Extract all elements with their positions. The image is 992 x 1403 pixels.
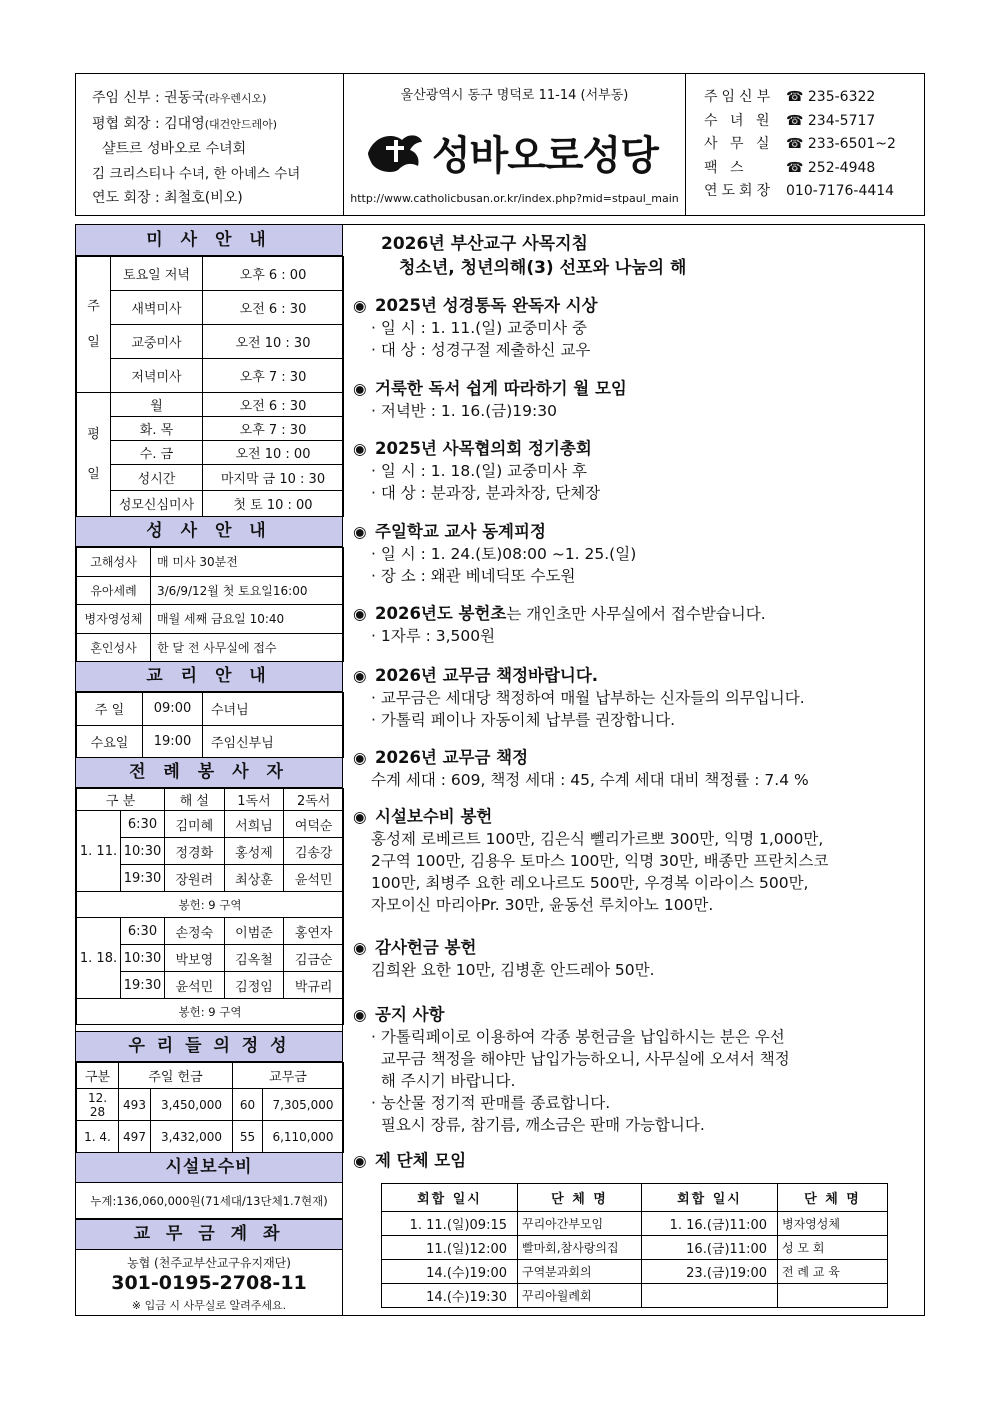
servers-name: 김미혜 xyxy=(165,811,225,838)
contact-row xyxy=(704,180,924,204)
notice-item xyxy=(353,295,598,361)
servers-header: 1독서 xyxy=(224,789,284,811)
contact-value: ☎ 233-6501~2 xyxy=(786,136,896,152)
notice-line: · 가톨릭페이로 이용하여 각종 봉헌금을 납입하시는 분은 우선 xyxy=(371,1028,785,1046)
facility-title: 시설보수비 xyxy=(76,1152,342,1183)
sacrament-row xyxy=(77,548,344,577)
offerings-row xyxy=(77,1089,344,1121)
parish-address: 울산광역시 동구 명덕로 11-14 (서부동) xyxy=(400,88,629,103)
servers-time: 19:30 xyxy=(121,865,165,892)
mass-time: 오후 7 : 30 xyxy=(203,417,344,441)
notice-line: · 가톨릭 페이나 자동이체 납부를 권장합니다. xyxy=(371,711,676,729)
meetings-header: 회합 일시 xyxy=(642,1184,778,1212)
bullet-icon: ◉ xyxy=(353,749,367,767)
facility-total: 누계:136,060,000원(71세대/13단체1.7현재) xyxy=(76,1183,342,1219)
mass-name: 수. 금 xyxy=(111,441,203,465)
bullet-icon: ◉ xyxy=(353,440,367,458)
mass-row xyxy=(77,393,344,417)
contact-value: ☎ 235-6322 xyxy=(786,89,876,105)
notice-title: 공지 사항 xyxy=(375,1005,445,1024)
sacrament-value: 매 미사 30분전 xyxy=(151,548,344,577)
meeting-datetime: 1. 11.(일)09:15 xyxy=(382,1212,518,1236)
contact-row xyxy=(704,157,924,181)
mass-row xyxy=(77,325,344,359)
catechism-row xyxy=(77,725,344,758)
meeting-group: 구역분과회의 xyxy=(518,1260,642,1284)
mass-time: 오전 6 : 30 xyxy=(203,291,344,325)
parish-name: 성바오로성당 xyxy=(432,133,658,179)
notice-line: 2구역 100만, 김용우 토마스 100만, 익명 30만, 배종만 프란치스코 xyxy=(371,852,829,870)
notice-line: · 일 시 : 1. 11.(일) 교중미사 중 xyxy=(371,319,587,337)
notice-item xyxy=(353,1004,790,1136)
mass-row xyxy=(77,257,344,291)
left-column xyxy=(75,224,343,1316)
meeting-group: 빨마회,참사랑의집 xyxy=(518,1236,642,1260)
sisters-line: 샬트르 성바오로 수녀회 xyxy=(102,141,247,157)
meeting-group: 전 례 교 육 xyxy=(778,1260,888,1284)
meetings-row xyxy=(382,1212,888,1236)
dove-cross-icon xyxy=(364,128,426,178)
notice-line: · 대 상 : 성경구절 제출하신 교우 xyxy=(371,341,591,359)
pastoral-subtitle: 청소년, 청년의해(3) 선포와 나눔의 해 xyxy=(399,258,687,278)
notice-line: · 대 상 : 분과장, 분과차장, 단체장 xyxy=(371,484,601,502)
sisters-names: 김 크리스티나 수녀, 한 아녜스 수녀 xyxy=(92,165,301,182)
servers-name: 여덕순 xyxy=(284,811,344,838)
contact-value: ☎ 234-5717 xyxy=(786,112,876,129)
catechism-teacher: 수녀님 xyxy=(203,693,344,726)
offerings-header: 교무금 xyxy=(233,1063,344,1089)
account-bank: 농협 (천주교부산교구유지재단) xyxy=(127,1256,291,1270)
meetings-header: 단 체 명 xyxy=(518,1184,642,1212)
sacrament-name: 유아세례 xyxy=(77,576,151,605)
notice-line: 김희완 요한 10만, 김병훈 안드레아 50만. xyxy=(371,961,655,979)
meeting-datetime: 23.(금)19:00 xyxy=(642,1260,778,1284)
bullet-icon: ◉ xyxy=(353,523,367,541)
notice-line: 해 주시기 바랍니다. xyxy=(371,1072,516,1090)
notice-line: · 장 소 : 왜관 베네딕또 수도원 xyxy=(371,567,576,585)
servers-name: 박보영 xyxy=(165,945,225,972)
contact-label: 연도회장 xyxy=(704,183,775,199)
meetings-header: 회합 일시 xyxy=(382,1184,518,1212)
servers-time: 10:30 xyxy=(121,838,165,865)
offerings-title: 우 리 들 의 정 성 xyxy=(76,1031,342,1062)
contact-label: 팩 스 xyxy=(704,159,748,176)
memorial-president-line: 연도 회장 : 최철호(비오) xyxy=(92,190,243,206)
bullet-icon: ◉ xyxy=(353,939,367,957)
servers-name: 윤석민 xyxy=(284,865,344,892)
sacrament-name: 혼인성사 xyxy=(77,633,151,662)
offerings-date: 12. 28 xyxy=(77,1089,119,1121)
mass-row xyxy=(77,359,344,393)
notice-line: 교무금 책정을 해야만 납입가능하오니, 사무실에 오셔서 책정 xyxy=(371,1050,790,1068)
catechism-teacher: 주임신부님 xyxy=(203,725,344,758)
weekday-label: 평 일 xyxy=(77,393,111,517)
servers-name: 최상훈 xyxy=(224,865,284,892)
sunday-label: 주 일 xyxy=(77,257,111,393)
bullet-icon: ◉ xyxy=(353,808,367,826)
council-president-baptismal-name: (대건안드레아) xyxy=(204,117,278,131)
servers-row xyxy=(77,811,344,838)
catechism-time: 19:00 xyxy=(143,725,203,758)
servers-offering-row xyxy=(77,999,344,1025)
sacrament-title: 성 사 안 내 xyxy=(76,516,342,547)
servers-time: 19:30 xyxy=(121,972,165,999)
dues-amount: 6,110,000 xyxy=(263,1121,344,1153)
notice-heading xyxy=(353,747,809,769)
contact-value: 010-7176-4414 xyxy=(786,183,895,199)
servers-header: 구 분 xyxy=(77,789,165,811)
catechism-title: 교 리 안 내 xyxy=(76,661,342,692)
notice-title: 2025년 사목협의회 정기총회 xyxy=(375,439,592,458)
offerings-amount: 3,432,000 xyxy=(151,1121,233,1153)
notice-line: · 교무금은 세대당 책정하여 매월 납부하는 신자들의 의무입니다. xyxy=(371,689,805,707)
mass-time: 오후 7 : 30 xyxy=(203,359,344,393)
contact-row xyxy=(704,110,924,134)
notice-title: 시설보수비 봉헌 xyxy=(375,807,493,826)
notice-line: 필요시 장류, 참기름, 깨소금은 판매 가능합니다. xyxy=(371,1116,705,1134)
contact-label: 수 녀 원 xyxy=(704,112,774,129)
notice-heading xyxy=(353,1004,790,1026)
meeting-datetime: 14.(수)19:30 xyxy=(382,1284,518,1308)
servers-header: 해 설 xyxy=(165,789,225,811)
mass-time: 오후 6 : 00 xyxy=(203,257,344,291)
notice-line: 홍성제 로베르트 100만, 김은식 뻴리가르뽀 300만, 익명 1,000만, xyxy=(371,830,824,848)
meeting-datetime: 14.(수)19:00 xyxy=(382,1260,518,1284)
servers-name: 서희님 xyxy=(224,811,284,838)
account-note: ※ 입금 시 사무실로 알려주세요. xyxy=(131,1299,287,1312)
notice-heading xyxy=(353,295,598,317)
meetings-header: 단 체 명 xyxy=(778,1184,888,1212)
meeting-group xyxy=(778,1284,888,1308)
servers-name: 김정임 xyxy=(224,972,284,999)
account-title: 교 무 금 계 좌 xyxy=(76,1219,342,1250)
servers-date: 1. 11. xyxy=(77,811,121,892)
notice-line: 100만, 최병주 요한 레오나르도 500만, 우경복 이라이스 500만, xyxy=(371,874,809,892)
sacrament-row xyxy=(77,633,344,662)
mass-time: 마지막 금 10 : 30 xyxy=(203,465,344,491)
servers-header: 2독서 xyxy=(284,789,344,811)
notice-title: 감사헌금 봉헌 xyxy=(375,938,477,957)
servers-name: 박규리 xyxy=(284,972,344,999)
bullet-icon: ◉ xyxy=(353,297,367,315)
servers-time: 10:30 xyxy=(121,945,165,972)
notice-title: 2025년 성경통독 완독자 시상 xyxy=(375,296,598,315)
notice-item xyxy=(353,438,600,504)
notice-title: 주일학교 교사 동계피정 xyxy=(375,522,546,541)
mass-name: 새벽미사 xyxy=(111,291,203,325)
notice-heading xyxy=(353,378,627,400)
mass-table xyxy=(76,256,344,517)
meeting-group: 꾸리아월례회 xyxy=(518,1284,642,1308)
offerings-count: 493 xyxy=(119,1089,151,1121)
account-number: 301-0195-2708-11 xyxy=(111,1272,307,1294)
catechism-row xyxy=(77,693,344,726)
servers-name: 홍연자 xyxy=(284,918,344,945)
offerings-header: 구분 xyxy=(77,1063,119,1089)
mass-row xyxy=(77,465,344,491)
notice-item xyxy=(353,747,809,791)
servers-time: 6:30 xyxy=(121,811,165,838)
servers-offering: 봉헌: 9 구역 xyxy=(77,999,344,1025)
mass-time: 오전 6 : 30 xyxy=(203,393,344,417)
notice-title: 거룩한 독서 쉽게 따라하기 월 모임 xyxy=(375,379,627,398)
offerings-table xyxy=(76,1062,344,1153)
mass-name: 교중미사 xyxy=(111,325,203,359)
meetings-row xyxy=(382,1284,888,1308)
servers-offering: 봉헌: 9 구역 xyxy=(77,892,344,918)
contact-label: 사 무 실 xyxy=(704,136,774,152)
offerings-count: 497 xyxy=(119,1121,151,1153)
dues-amount: 7,305,000 xyxy=(263,1089,344,1121)
servers-name: 김금순 xyxy=(284,945,344,972)
mass-time: 오전 10 : 30 xyxy=(203,325,344,359)
servers-name: 김옥철 xyxy=(224,945,284,972)
notice-heading xyxy=(353,806,828,828)
notice-title-tail: 는 개인초만 사무실에서 접수받습니다. xyxy=(506,605,766,623)
mass-name: 성모신심미사 xyxy=(111,491,203,517)
meeting-datetime: 1. 16.(금)11:00 xyxy=(642,1212,778,1236)
servers-name: 김송강 xyxy=(284,838,344,865)
catechism-time: 09:00 xyxy=(143,693,203,726)
council-president-line: 평협 회장 : 김대영 xyxy=(92,115,205,132)
mass-name: 저녁미사 xyxy=(111,359,203,393)
bullet-icon: ◉ xyxy=(353,380,367,398)
offerings-header-row xyxy=(77,1063,344,1089)
mass-row xyxy=(77,491,344,517)
notice-title: 2026년 교무금 책정 xyxy=(375,748,529,767)
sacrament-value: 3/6/9/12월 첫 토요일16:00 xyxy=(151,576,344,605)
clergy-info xyxy=(76,74,344,215)
mass-time: 첫 토 10 : 00 xyxy=(203,491,344,517)
mass-name: 토요일 저녁 xyxy=(111,257,203,291)
meetings-header-row xyxy=(382,1184,888,1212)
sacrament-value: 한 달 전 사무실에 접수 xyxy=(151,633,344,662)
bullet-icon: ◉ xyxy=(353,1006,367,1024)
bullet-icon: ◉ xyxy=(353,1152,367,1170)
notice-line: 자모이신 마리아Pr. 30만, 윤동선 루치아노 100만. xyxy=(371,896,714,914)
sacrament-table xyxy=(76,547,344,662)
notice-item xyxy=(353,1150,466,1172)
bullet-icon: ◉ xyxy=(353,667,367,685)
servers-name: 홍성제 xyxy=(224,838,284,865)
contact-value: ☎ 252-4948 xyxy=(786,159,876,176)
meeting-datetime: 11.(일)12:00 xyxy=(382,1236,518,1260)
sacrament-value: 매월 세째 금요일 10:40 xyxy=(151,605,344,634)
meeting-group: 성 모 회 xyxy=(778,1236,888,1260)
servers-offering-row xyxy=(77,892,344,918)
notice-line: · 농산물 정기적 판매를 종료합니다. xyxy=(371,1094,611,1112)
contact-row xyxy=(704,86,924,110)
notice-heading xyxy=(353,937,655,959)
notice-heading xyxy=(353,1150,466,1172)
notice-title: 2026년 교무금 책정바랍니다. xyxy=(375,666,599,685)
contact-label: 주임신부 xyxy=(704,89,775,105)
dues-count: 60 xyxy=(233,1089,263,1121)
mass-name: 화. 목 xyxy=(111,417,203,441)
notice-item xyxy=(353,937,655,981)
offerings-row xyxy=(77,1121,344,1153)
servers-table xyxy=(76,788,344,1025)
dues-count: 55 xyxy=(233,1121,263,1153)
servers-name: 윤석민 xyxy=(165,972,225,999)
contact-row xyxy=(704,133,924,157)
servers-title: 전 례 봉 사 자 xyxy=(76,757,342,788)
pastor-baptismal-name: (라우렌시오) xyxy=(204,92,267,105)
mass-row xyxy=(77,417,344,441)
mass-row xyxy=(77,291,344,325)
parish-url[interactable]: http://www.catholicbusan.or.kr/index.php?mid=stpaul_main xyxy=(350,192,679,205)
meeting-datetime: 16.(금)11:00 xyxy=(642,1236,778,1260)
parish-logo xyxy=(364,124,658,181)
mass-name: 월 xyxy=(111,393,203,417)
servers-date: 1. 18. xyxy=(77,918,121,999)
contact-list xyxy=(686,74,924,215)
mass-title: 미 사 안 내 xyxy=(76,224,342,256)
notice-line: 수계 세대 : 609, 책정 세대 : 45, 수계 세대 대비 책정률 : 7.4 % xyxy=(371,771,809,789)
notice-item xyxy=(353,806,828,916)
offerings-header: 주일 헌금 xyxy=(119,1063,233,1089)
offerings-amount: 3,450,000 xyxy=(151,1089,233,1121)
notice-line: · 1자루 : 3,500원 xyxy=(371,627,496,645)
notice-title: 2026년도 봉헌초 xyxy=(375,604,507,623)
sacrament-row xyxy=(77,605,344,634)
sacrament-name: 고해성사 xyxy=(77,548,151,577)
pastoral-title: 2026년 부산교구 사목지침 xyxy=(381,234,588,254)
offerings-date: 1. 4. xyxy=(77,1121,119,1153)
pastor-line: 주임 신부 : 권동국 xyxy=(92,90,205,106)
servers-header-row xyxy=(77,789,344,811)
notice-line: · 일 시 : 1. 24.(토)08:00 ~1. 25.(일) xyxy=(371,545,637,563)
catechism-table xyxy=(76,692,344,758)
mass-time: 오전 10 : 00 xyxy=(203,441,344,465)
catechism-day: 주 일 xyxy=(77,693,143,726)
servers-name: 이범준 xyxy=(224,918,284,945)
notice-item xyxy=(353,521,636,587)
servers-name: 손정숙 xyxy=(165,918,225,945)
bullet-icon: ◉ xyxy=(353,605,367,623)
meeting-group: 꾸리아간부모임 xyxy=(518,1212,642,1236)
header xyxy=(75,73,925,216)
meetings-row xyxy=(382,1260,888,1284)
meeting-group: 병자영성체 xyxy=(778,1212,888,1236)
catechism-day: 수요일 xyxy=(77,725,143,758)
notice-item xyxy=(353,378,627,422)
servers-name: 장원려 xyxy=(165,865,225,892)
servers-name: 정경화 xyxy=(165,838,225,865)
mass-row xyxy=(77,441,344,465)
mass-name: 성시간 xyxy=(111,465,203,491)
meeting-datetime xyxy=(642,1284,778,1308)
notice-line: · 저녁반 : 1. 16.(금)19:30 xyxy=(371,402,557,420)
right-column xyxy=(343,224,925,1316)
sacrament-row xyxy=(77,576,344,605)
notice-title: 제 단체 모임 xyxy=(375,1151,467,1170)
notice-item xyxy=(353,665,805,731)
notice-line: · 일 시 : 1. 18.(일) 교중미사 후 xyxy=(371,462,587,480)
notice-heading xyxy=(353,438,600,460)
notice-heading xyxy=(353,603,766,625)
sacrament-name: 병자영성체 xyxy=(77,605,151,634)
notice-heading xyxy=(353,665,805,687)
meetings-table xyxy=(381,1183,888,1308)
servers-time: 6:30 xyxy=(121,918,165,945)
notice-item xyxy=(353,603,766,647)
parish-brand xyxy=(344,74,686,215)
meetings-row xyxy=(382,1236,888,1260)
notice-heading xyxy=(353,521,636,543)
servers-row xyxy=(77,918,344,945)
